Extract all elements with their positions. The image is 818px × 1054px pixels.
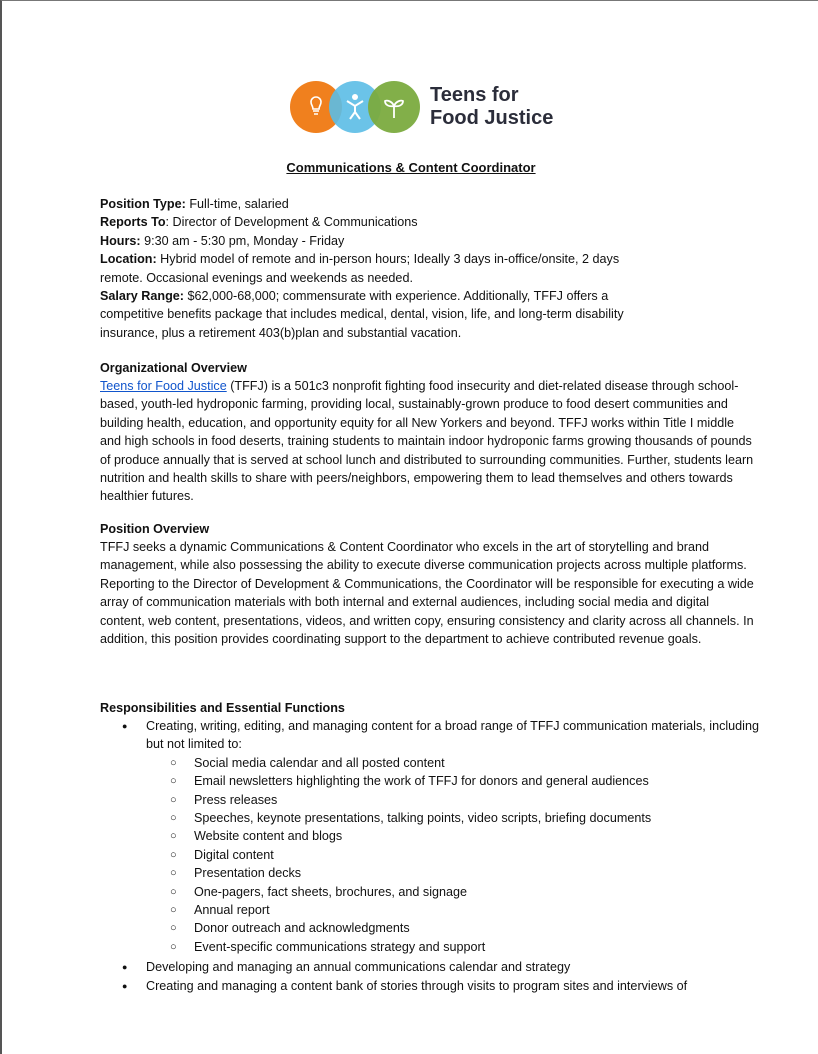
sub-list-item: ○ Annual report [98,901,760,919]
page-title: Communications & Content Coordinator [286,160,536,175]
tffj-link[interactable]: Teens for Food Justice [100,379,227,393]
detail-label: Reports To [100,215,166,230]
detail-salary [100,287,645,342]
detail-reports-to [100,213,645,231]
position-details [100,195,645,342]
sub-list-item: ○ One-pagers, fact sheets, brochures, and signage [98,883,760,901]
sub-list-item: ○ Speeches, keynote presentations, talking points, video scripts, briefing documents [98,809,760,827]
detail-hours [100,232,645,250]
logo-circles-icon [290,80,422,134]
position-text: TFFJ seeks a dynamic Communications & Content Coordinator who excels in the art of storytelling and brand management, while also possessing the ability to execute diverse communication projects across multiple platforms. Reporting to the Director of Development & Communications, the Coordinator will be responsible for executing a wide array of communication materials with both internal and external audiences, including social media and digital content, web content, presentations, videos, and written copy, ensuring consistency and clarity across all channels. In addition, this position provides coordinating support to the department to achieve contributed revenue goals. [100,540,754,647]
list-item: ● Creating, writing, editing, and managing content for a broad range of TFFJ communication materials, including but not limited to: [98,717,760,754]
detail-value: : Director of Development & Communications [165,215,418,230]
detail-label: Location: [100,252,157,267]
sub-list-item: ○ Donor outreach and acknowledgments [98,919,760,937]
position-heading: Position Overview [100,522,210,536]
responsibilities-heading: Responsibilities and Essential Functions [100,701,345,715]
org-heading: Organizational Overview [100,361,247,375]
sub-list-item: ○ Press releases [98,791,760,809]
sub-list-item: ○ Event-specific communications strategy and support [98,938,760,956]
org-body: (TFFJ) is a 501c3 nonprofit fighting food insecurity and diet-related disease through school-based, youth-led hydroponic farming, providing local, sustainably-grown produce to food desert communities and building health, education, and opportunity equity for all New Yorkers and beyond. TFFJ works within Title I middle and high schools in food deserts, training students to maintain indoor hydroponic farms growing thousands of pounds of produce annually that is served at school lunch and distributed to surrounding communities. Further, students learn nutrition and health skills to share with peers/neighbors, empowering them to lead themselves and others towards healthier futures. [100,379,754,504]
detail-label: Salary Range: [100,289,184,304]
logo-text [430,84,553,130]
sub-list-item: ○ Email newsletters highlighting the work of TFFJ for donors and general audiences [98,772,760,790]
sub-list-items [98,754,760,956]
position-overview [100,520,755,648]
logo-line1: Teens for [430,84,519,106]
sub-list-item: ○ Presentation decks [98,864,760,882]
sub-list [98,754,760,956]
detail-value: $62,000-68,000; commensurate with experience. Additionally, TFFJ offers a competitive benefits package that includes medical, dental, vision, life, and long-term disability insurance, plus a retirement 403(b)plan and substantial vacation. [100,289,624,340]
list-item: ● Creating and managing a content bank of stories through visits to program sites and interviews of [98,977,760,995]
detail-position-type [100,195,645,213]
logo-line2: Food Justice [430,107,554,129]
sub-list-item: ○ Website content and blogs [98,827,760,845]
list-item: ● Developing and managing an annual communications calendar and strategy [98,958,760,976]
detail-label: Hours: [100,233,141,248]
sub-list-item: ○ Social media calendar and all posted content [98,754,760,772]
responsibilities-list [98,717,760,995]
detail-value: Hybrid model of remote and in-person hours; Ideally 3 days in-office/onsite, 2 days remote. Occasional evenings and weekends as needed. [100,252,620,285]
tffj-logo [290,80,590,134]
detail-value: Full-time, salaried [185,197,289,211]
detail-value: 9:30 am - 5:30 pm, Monday - Friday [140,233,345,248]
org-text [100,377,755,506]
responsibilities [100,699,760,995]
detail-location [100,250,645,287]
org-overview [100,359,755,506]
detail-label: Position Type: [100,197,186,211]
sub-list-item: ○ Digital content [98,846,760,864]
